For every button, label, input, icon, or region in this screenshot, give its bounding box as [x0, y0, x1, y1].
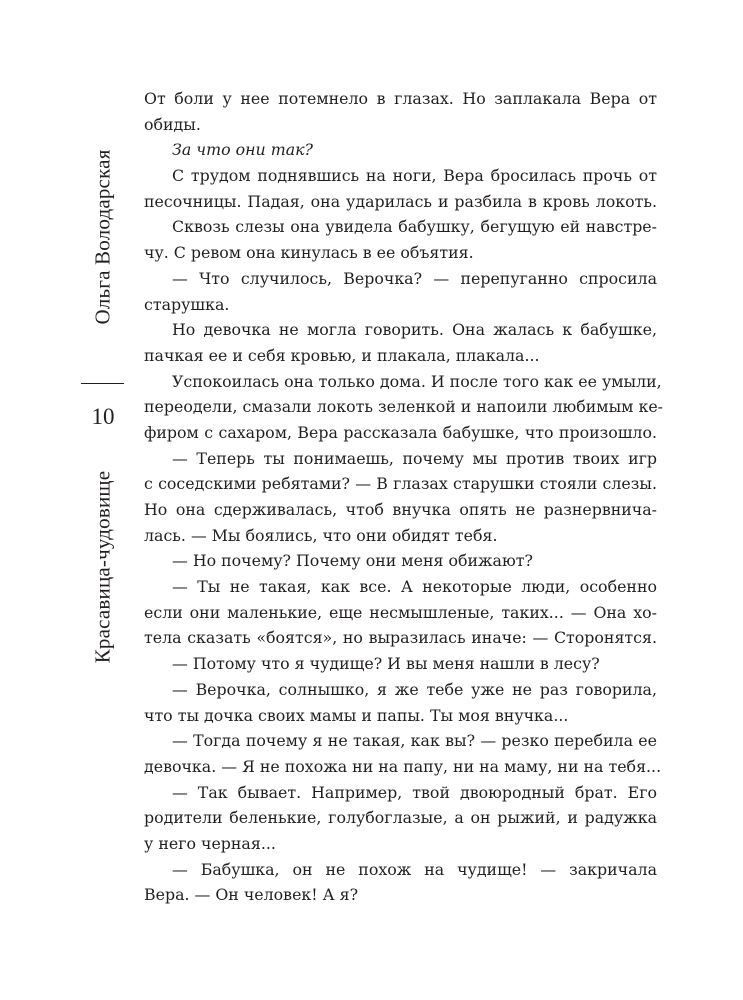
text-line: — Теперь ты понимаешь, почему мы против твоих игр [172, 448, 657, 468]
text-line: — Но почему? Почему они меня обижают? [172, 551, 533, 571]
text-line: старушка. [144, 294, 230, 314]
text-line: пачкая ее и себя кровью, и плакала, плакала... [144, 345, 540, 365]
text-line: — Что случилось, Верочка? — перепуганно спросила [172, 268, 657, 288]
text-line: у него черная... [144, 833, 276, 853]
text-line: Но девочка не могла говорить. Она жалась к бабушке, [172, 320, 657, 340]
text-line: Успокоилась она только дома. И после того как ее умыли, [172, 371, 662, 391]
text-line: обиды. [144, 114, 201, 134]
body-text [144, 86, 664, 908]
text-line: От боли у нее потемнело в глазах. Но заплакала Вера от [144, 89, 657, 108]
text-line: — Верочка, солнышко, я же тебе уже не раз говорила, [172, 679, 657, 699]
text-line: — Потому что я чудище? И вы меня нашли в лесу? [172, 654, 600, 674]
text-line: — Ты не такая, как все. А некоторые люди, особенно [172, 577, 657, 597]
text-line: что ты дочка своих мамы и папы. Ты моя внучка... [144, 705, 569, 725]
text-line: девочка. — Я не похожа ни на папу, ни на маму, ни на тебя... [144, 756, 662, 776]
text-line: фиром с сахаром, Вера рассказала бабушке, что произошло. [144, 422, 657, 442]
book-title: Красавица-чудовище [90, 470, 115, 664]
text-line: — Так бывает. Например, твой двоюродный брат. Его [172, 782, 657, 802]
text-line: — Тогда почему я не такая, как вы? — резко перебила ее [172, 731, 657, 751]
text-line: переодели, смазали локоть зеленкой и напоили любимым ке- [144, 397, 664, 417]
text-line: тела сказать «боятся», но выразилась иначе: — Сторонятся. [144, 628, 657, 648]
text-line: лась. — Мы боялись, что они обидят тебя. [144, 525, 498, 545]
text-line: С трудом поднявшись на ноги, Вера бросилась прочь от [172, 166, 657, 186]
page-number: 10 [91, 404, 115, 429]
text-line: родители беленькие, голубоглазые, а он рыжий, и радужка [144, 808, 657, 828]
sidebar-divider [81, 383, 124, 384]
text-line: песочницы. Падая, она ударилась и разбила в кровь локоть. [144, 191, 657, 211]
text-line: если они маленькие, еще несмышленые, таких... — Она хо- [144, 602, 657, 622]
text-line: Сквозь слезы она увидела бабушку, бегущую ей навстре- [172, 217, 657, 237]
text-line: — Бабушка, он не похож на чудище! — закричала [172, 859, 657, 879]
text-line: с соседскими ребятами? — В глазах старушки стояли слезы. [144, 474, 657, 494]
text-line: Вера. — Он человек! А я? [144, 885, 359, 905]
text-line: чу. С ревом она кинулась в ее объятия. [144, 243, 474, 263]
text-line: За что они так? [172, 140, 314, 160]
text-line: Но она сдерживалась, чтоб внучка опять не разнервнича- [144, 500, 657, 519]
author-name: Ольга Володарская [90, 149, 115, 325]
